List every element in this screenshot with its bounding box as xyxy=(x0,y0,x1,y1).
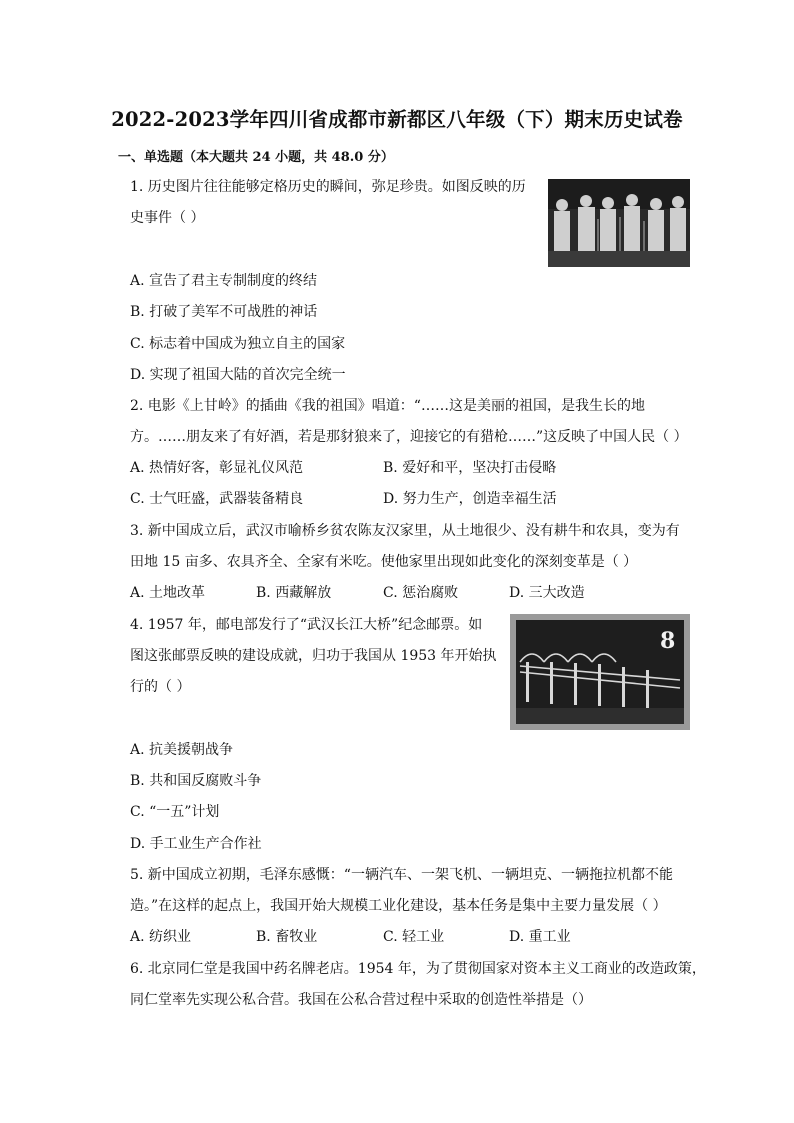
question-4-text-line-1: 4. 1957 年，邮电部发行了“武汉长江大桥”纪念邮票。如 xyxy=(130,617,483,633)
question-5-text-line-1: 5. 新中国成立初期，毛泽东感慨：“一辆汽车、一架飞机、一辆坦克、一辆拖拉机都不能 xyxy=(130,867,673,883)
question-5-option-c: C. 轻工业 xyxy=(383,929,445,945)
question-2-option-d: D. 努力生产，创造幸福生活 xyxy=(383,491,557,507)
question-1-option-b: B. 打破了美军不可战胜的神话 xyxy=(130,304,318,320)
question-4-option-b: B. 共和国反腐败斗争 xyxy=(130,773,262,789)
question-4-option-a: A. 抗美援朝战争 xyxy=(130,742,234,758)
question-2-text-line-2: 方。……朋友来了有好酒，若是那豺狼来了，迎接它的有猎枪……”这反映了中国人民（ ） xyxy=(130,429,688,445)
question-1-text-line-1: 1. 历史图片往往能够定格历史的瞬间，弥足珍贵。如图反映的历 xyxy=(130,179,526,195)
question-3-option-b: B. 西藏解放 xyxy=(256,585,332,601)
question-1-text-line-2: 史事件（ ） xyxy=(130,210,205,226)
bridge-stamp-image xyxy=(510,614,690,730)
question-5-text-line-2: 造。”在这样的起点上，我国开始大规模工业化建设，基本任务是集中主要力量发展（ ） xyxy=(130,898,667,914)
question-4-text-line-2: 图这张邮票反映的建设成就，归功于我国从 1953 年开始执 xyxy=(130,648,497,664)
question-2-option-a: A. 热情好客，彰显礼仪风范 xyxy=(130,460,304,476)
question-4-option-d: D. 手工业生产合作社 xyxy=(130,836,262,852)
historical-photo xyxy=(548,179,690,267)
question-5-option-a: A. 纺织业 xyxy=(130,929,192,945)
question-4-option-c: C. “一五”计划 xyxy=(130,804,220,820)
question-6-text-line-2: 同仁堂率先实现公私合营。我国在公私合营过程中采取的创造性举措是（） xyxy=(130,992,592,1008)
question-3-option-a: A. 土地改革 xyxy=(130,585,206,601)
question-3-option-d: D. 三大改造 xyxy=(509,585,585,601)
question-4-text-line-3: 行的（ ） xyxy=(130,679,191,695)
section-heading: 一、单选题（本大题共 24 小题，共 48.0 分） xyxy=(118,150,394,165)
question-2-option-c: C. 士气旺盛，武器装备精良 xyxy=(130,491,304,507)
stamp-value: 8 xyxy=(660,628,676,654)
question-1-option-d: D. 实现了祖国大陆的首次完全统一 xyxy=(130,367,346,383)
question-1-option-a: A. 宣告了君主专制制度的终结 xyxy=(130,273,318,289)
question-3-option-c: C. 惩治腐败 xyxy=(383,585,459,601)
question-3-text-line-2: 田地 15 亩多、农具齐全、全家有米吃。使他家里出现如此变化的深刻变革是（ ） xyxy=(130,554,638,570)
question-6-text-line-1: 6. 北京同仁堂是我国中药名牌老店。1954 年，为了贯彻国家对资本主义工商业的改造政策， xyxy=(130,961,706,977)
question-2-option-b: B. 爱好和平，坚决打击侵略 xyxy=(383,460,557,476)
question-5-option-d: D. 重工业 xyxy=(509,929,571,945)
question-3-text-line-1: 3. 新中国成立后，武汉市喻桥乡贫农陈友汉家里，从土地很少、没有耕牛和农具，变为有 xyxy=(130,523,680,539)
question-2-text-line-1: 2. 电影《上甘岭》的插曲《我的祖国》唱道：“……这是美丽的祖国，是我生长的地 xyxy=(130,398,645,414)
question-1-option-c: C. 标志着中国成为独立自主的国家 xyxy=(130,336,346,352)
question-5-option-b: B. 畜牧业 xyxy=(256,929,318,945)
exam-title: 2022-2023学年四川省成都市新都区八年级（下）期末历史试卷 xyxy=(111,108,683,131)
